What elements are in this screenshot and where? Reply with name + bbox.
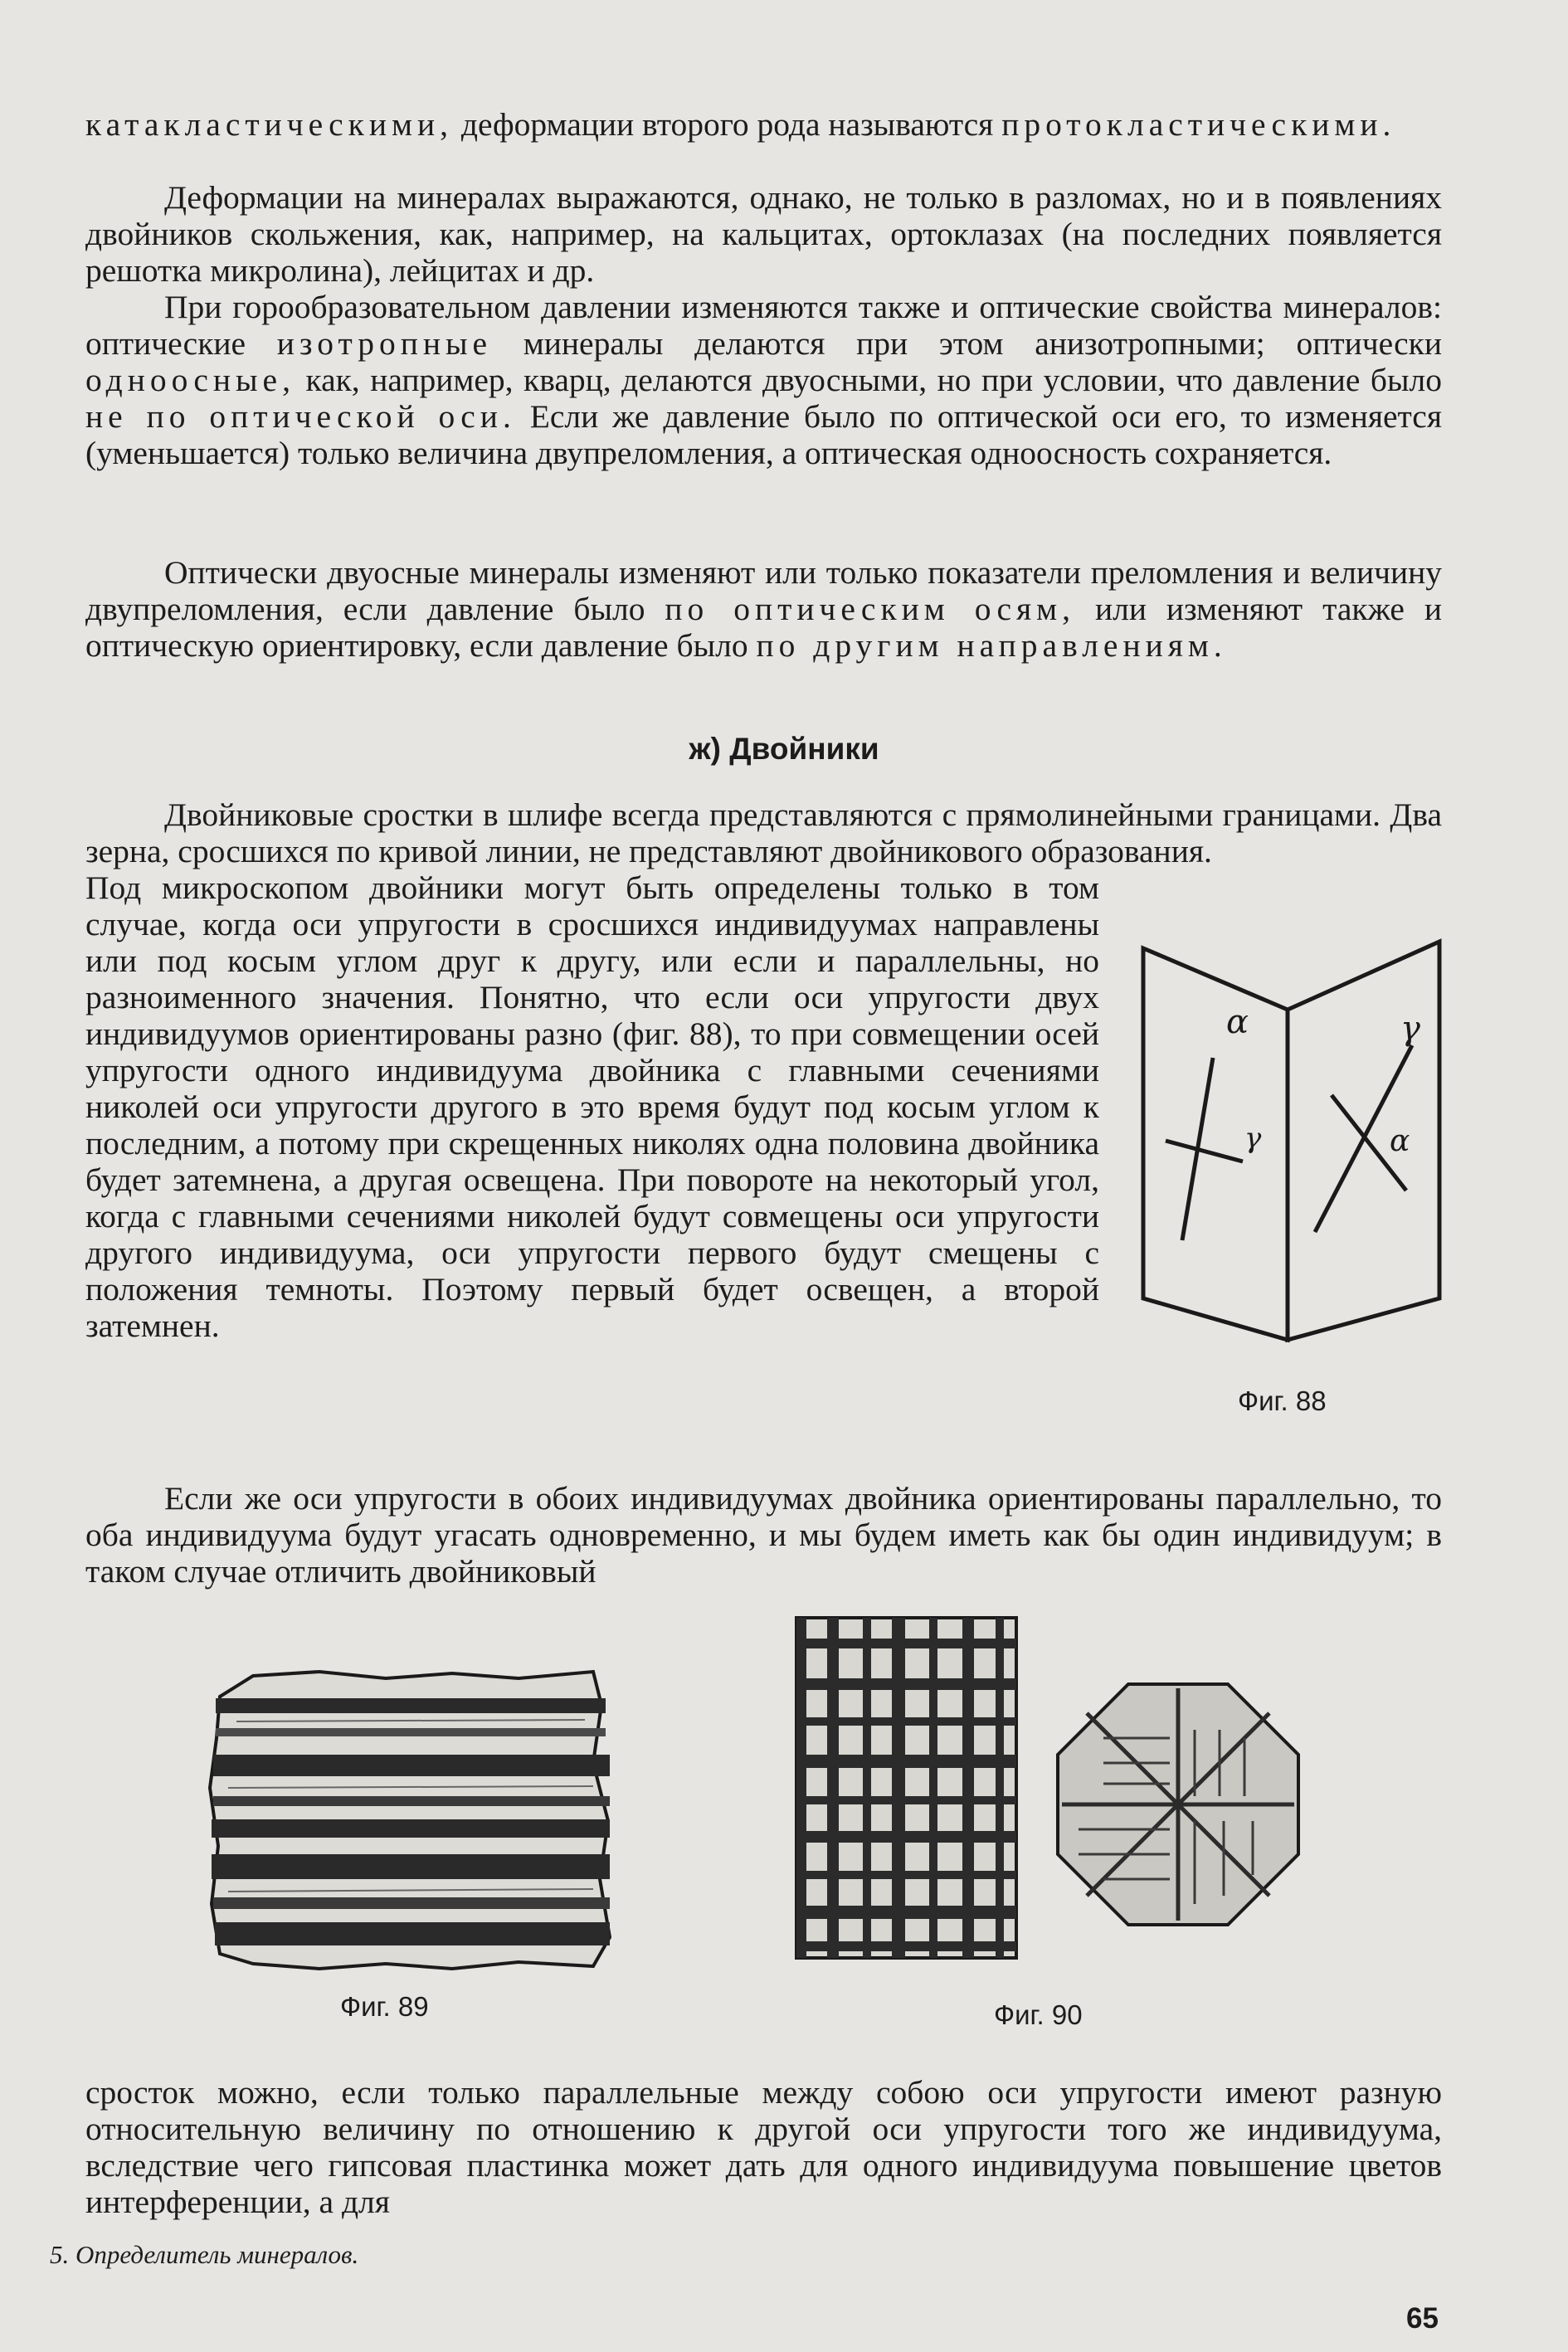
spaced-term: одноосные, [85,362,295,398]
text-run: Оптически двуосные минералы изменяют или только показатели преломления и величину двупреломления, если давление было [85,554,1442,627]
spaced-term: катакластическими, [85,106,453,143]
text-run: деформации второго рода называются [453,106,1002,143]
paragraph-6 [85,1480,1442,1590]
figure-90-caption: Фиг. 90 [994,1999,1083,2030]
paragraph-3 [85,289,1442,471]
text-run: При горообразовательном давлении изменяются также и оптические свойства минералов: оптические [85,289,1442,362]
label-gamma-right: γ [1400,1010,1420,1048]
page-number: 65 [1406,2302,1439,2335]
footer-book-title: 5. Определитель минералов. [50,2240,359,2269]
figure-89-caption: Фиг. 89 [340,1991,429,2022]
text-run: минералы делаются при этом анизотропными; оптически [492,325,1442,362]
figure-89-polysynthetic-twin [203,1655,618,1983]
text-run: сросток можно, если только параллельные между собою оси упругости имеют разную относительную величину по отношению к другой оси упругости того же индивидуума, вследствие чего гипсовая пластинка может дать для одного индивидуума повышение цветов интерференции, а для [85,2074,1442,2220]
paragraph-2 [85,179,1442,289]
paragraph-5-body [85,869,1099,1344]
paragraph-7 [85,2074,1442,2220]
label-alpha-left: α [1226,1003,1249,1041]
spaced-term: по другим направлениям. [756,627,1227,664]
text-run: или изменяют также и оптическую ориентировку, если давление было [85,591,1442,664]
figure-90-twinned-section [1054,1680,1303,1929]
label-gamma-left: γ [1244,1122,1262,1155]
figure-88-caption: Фиг. 88 [1238,1385,1327,1416]
text-run: Двойниковые сростки в шлифе всегда представляются с прямолинейными границами. Два зерна, сросшихся по кривой линии, не представляют двойникового образования. [85,796,1442,869]
spaced-term: по оптическим осям, [665,591,1076,627]
paragraph-4 [85,554,1442,664]
spaced-term: протокластическими. [1001,106,1396,143]
text-run: Если же оси упругости в обоих индивидуумах двойника ориентированы параллельно, то оба индивидуума будут угасать одновременно, и мы будем иметь как бы один индивидуум; в таком случае отличить двойниковый [85,1480,1442,1590]
text-run: как, например, кварц, делаются двуосными, но при условии, что давление было [295,362,1442,398]
figure-88-twin-crystal [1137,933,1448,1348]
text-run: Если же давление было по оптической оси его, то изменяется (уменьшается) только величина двупреломления, а оптическая одноосность сохраняется. [85,398,1442,471]
text-run: Под микроскопом двойники могут быть определены только в том случае, когда оси упругости в сросшихся индивидуумах направлены или под косым углом друг к другу, или если и параллельны, но разноименного значения. Понятно, что если оси упругости двух индивидуумов ориентированы разно (фиг. 88), то при совмещении осей упругости одного индивидуума двойника с главными сечениями николей оси упругости другого в это время будут под косым углом к последним, а потому при скрещенных николях одна половина двойника будет затемнена, а другая освещена. При повороте на некоторый угол, когда с главными сечениями николей будут совмещены оси упругости другого индивидуума, оси упругости первого будут смещены с положения темноты. Поэтому первый будет освещен, а второй затемнен. [85,869,1099,1344]
spaced-term: изотропные [276,325,493,362]
label-alpha-right: α [1390,1124,1410,1158]
spaced-term: не по оптической оси. [85,398,516,435]
figure-90-microcline-lattice [792,1614,1020,1962]
paragraph-5-intro [85,796,1442,869]
paragraph-1 [85,106,1442,143]
text-run: Деформации на минералах выражаются, однако, не только в разломах, но и в появлениях двойников скольжения, как, например, на кальцитах, ортоклазах (на последних появляется решотка микролина), лейцитах и др. [85,179,1442,289]
section-heading: ж) Двойники [689,732,879,766]
